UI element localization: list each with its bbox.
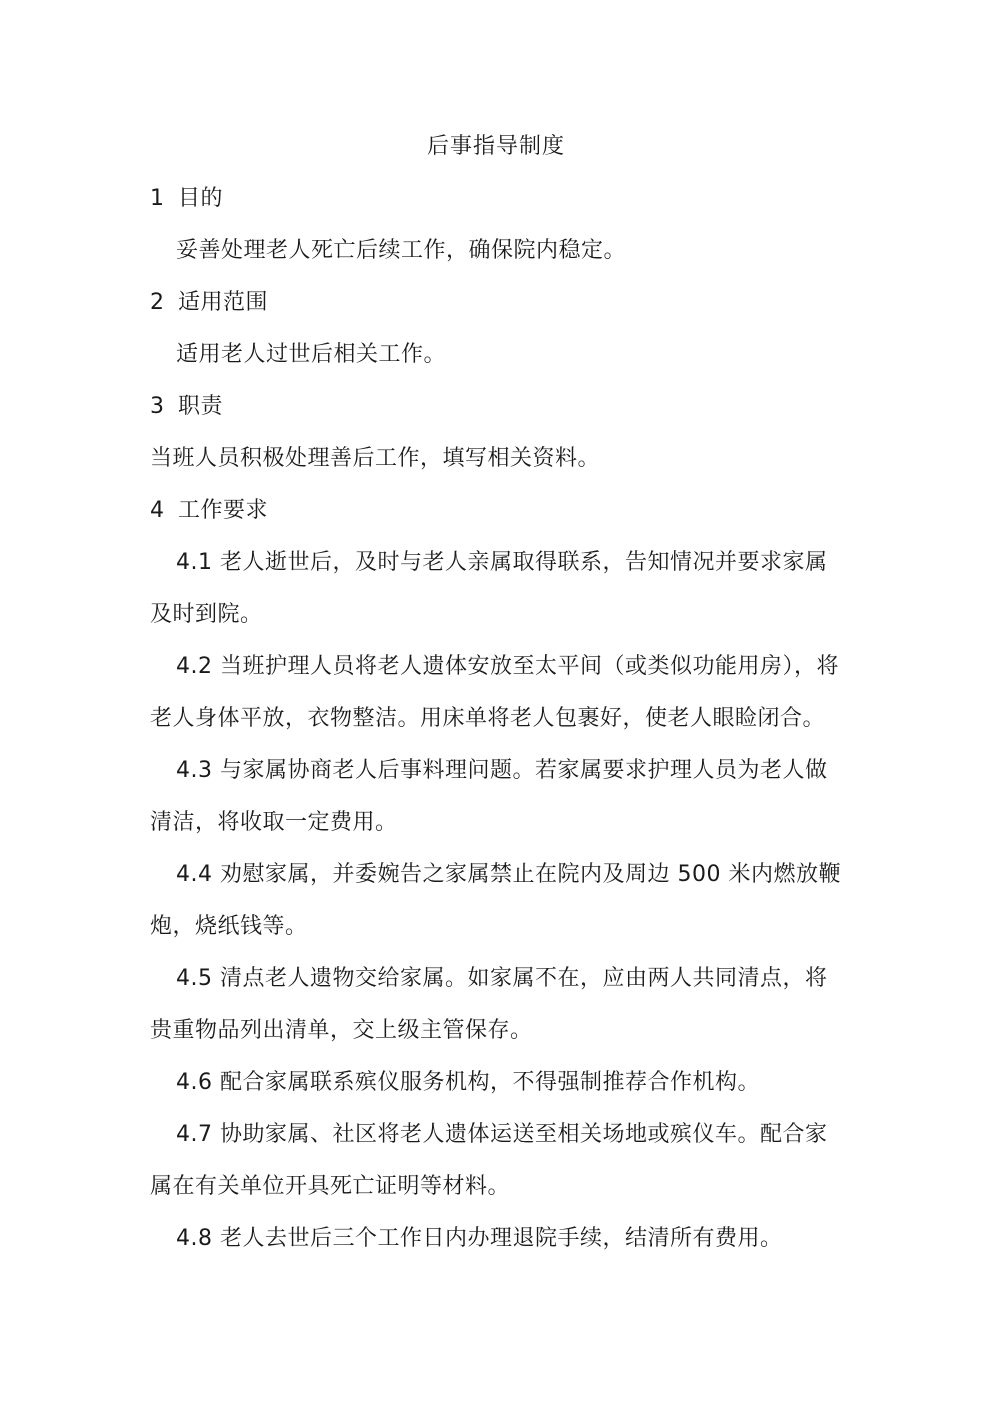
section-body-scope: 适用老人过世后相关工作。 (176, 342, 447, 367)
section-body-purpose: 妥善处理老人死亡后续工作，确保院内稳定。 (176, 238, 627, 263)
section-body-duties: 当班人员积极处理善后工作，填写相关资料。 (150, 446, 601, 471)
section-heading-purpose: 1 目的 (150, 186, 223, 211)
requirement-item-4-2-line1: 4.2 当班护理人员将老人遗体安放至太平间（或类似功能用房），将 (176, 654, 839, 679)
requirement-item-4-1-line2: 及时到院。 (150, 602, 263, 627)
requirement-item-4-7-line1: 4.7 协助家属、社区将老人遗体运送至相关场地或殡仪车。配合家 (176, 1122, 828, 1147)
section-heading-duties: 3 职责 (150, 394, 223, 419)
requirement-item-4-4-line2: 炮，烧纸钱等。 (150, 914, 308, 939)
requirement-item-4-1-line1: 4.1 老人逝世后，及时与老人亲属取得联系，告知情况并要求家属 (176, 550, 828, 575)
requirement-item-4-5-line2: 贵重物品列出清单，交上级主管保存。 (150, 1018, 533, 1043)
requirement-item-4-3-line2: 清洁，将收取一定费用。 (150, 810, 398, 835)
requirement-item-4-3-line1: 4.3 与家属协商老人后事料理问题。若家属要求护理人员为老人做 (176, 758, 828, 783)
section-heading-requirements: 4 工作要求 (150, 498, 268, 523)
requirement-item-4-4-line1: 4.4 劝慰家属，并委婉告之家属禁止在院内及周边 500 米内燃放鞭 (176, 862, 841, 887)
document-title: 后事指导制度 (426, 134, 565, 159)
requirement-item-4-2-line2: 老人身体平放，衣物整洁。用床单将老人包裹好，使老人眼睑闭合。 (150, 706, 826, 731)
requirement-item-4-8-line1: 4.8 老人去世后三个工作日内办理退院手续，结清所有费用。 (176, 1226, 783, 1251)
requirement-item-4-6-line1: 4.6 配合家属联系殡仪服务机构，不得强制推荐合作机构。 (176, 1070, 760, 1095)
requirement-item-4-7-line2: 属在有关单位开具死亡证明等材料。 (150, 1174, 511, 1199)
section-heading-scope: 2 适用范围 (150, 290, 268, 315)
requirement-item-4-5-line1: 4.5 清点老人遗物交给家属。如家属不在，应由两人共同清点，将 (176, 966, 828, 991)
